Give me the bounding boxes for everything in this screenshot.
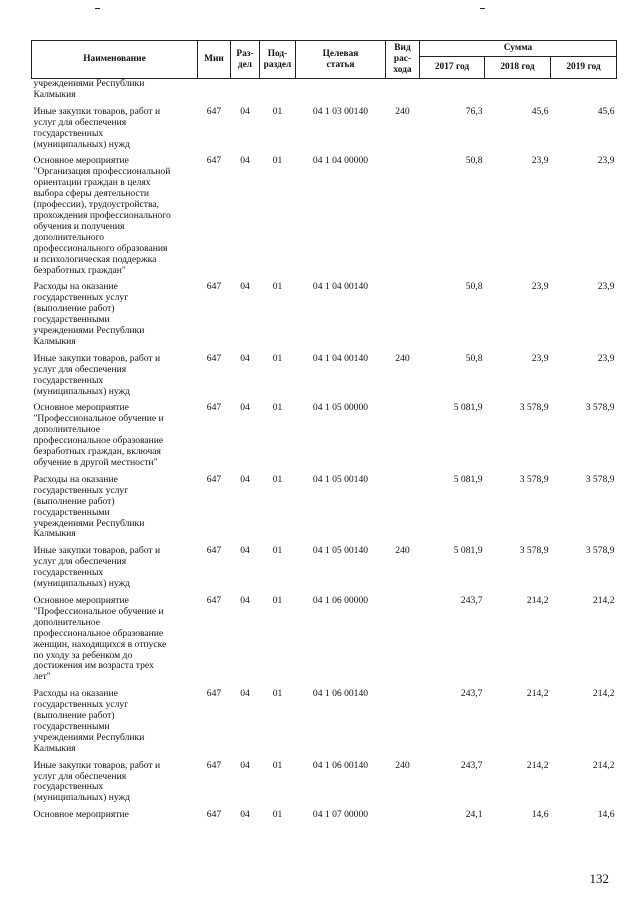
- cell-vid: [386, 282, 420, 347]
- cell-sum-2017: 243,7: [460, 759, 483, 771]
- cell-razdel: 04: [240, 809, 250, 821]
- cell-vid: [386, 810, 420, 821]
- table-body: [32, 79, 617, 822]
- cell-vid: [386, 79, 420, 101]
- cell-target: 04 1 05 00140: [312, 473, 369, 485]
- cell-sum-2017: 5 081,9: [453, 473, 483, 485]
- cell-name: Основное мероприятие "Профессиональное обучение и дополнительное профессиональное образование безработных граждан, включая обучение в другой местности": [33, 402, 164, 468]
- cell-sum-2017: 243,7: [460, 594, 483, 606]
- cell-podrazdel: 01: [272, 473, 283, 485]
- cell-name: Основное мероприятие "Профессиональное обучение и дополнительное профессиональное образование женщин, находящихся в отпуске по уходу за ребенком до достижения им возраста трех лет": [33, 594, 167, 683]
- header-name: Наименование: [32, 41, 198, 79]
- cell-target: 04 1 05 00140: [312, 545, 369, 557]
- cell-name: учреждениями Республики Калмыкия: [33, 78, 145, 100]
- cell-sum-2018: 214,2: [526, 759, 549, 771]
- cell-podrazdel: [260, 79, 296, 101]
- cell-podrazdel: 01: [272, 594, 283, 606]
- cell-sum-2018: 214,2: [526, 594, 549, 606]
- cell-razdel: 04: [240, 473, 250, 485]
- cell-sum-2018: 23,9: [531, 352, 549, 364]
- cell-vid: 240: [395, 352, 410, 364]
- header-sum: Сумма: [420, 41, 617, 57]
- cell-podrazdel: 01: [272, 545, 283, 557]
- cell-razdel: 04: [240, 545, 250, 557]
- cell-vid: [386, 403, 420, 468]
- cell-razdel: 04: [240, 688, 250, 700]
- cell-sum-2017: 50,8: [465, 352, 483, 364]
- cell-sum-2017: 243,7: [460, 688, 483, 700]
- cell-sum-2017: 50,8: [465, 155, 483, 167]
- cell-name: Иные закупки товаров, работ и услуг для обеспечения государственных (муниципальных) нужд: [33, 759, 161, 804]
- cell-min: 647: [206, 473, 222, 485]
- table-row: [32, 546, 617, 590]
- cell-target: 04 1 04 00000: [312, 155, 369, 167]
- cell-vid: 240: [395, 105, 410, 117]
- table-row: [32, 689, 617, 754]
- cell-name: Основное мероприятие "Организация профессиональной ориентации граждан в целях выбора сферы деятельности (профессии), трудоустройства, прохождения профессионального обучения и получения дополнительного профессионального образования и психологическая поддержка безработных граждан": [33, 155, 171, 276]
- cell-vid: 240: [395, 545, 410, 557]
- cell-podrazdel: 01: [272, 155, 283, 167]
- cell-min: 647: [206, 105, 222, 117]
- cell-vid: [386, 596, 420, 683]
- table-row: [32, 156, 617, 276]
- cell-min: 647: [206, 281, 222, 293]
- cell-vid: [386, 475, 420, 540]
- scan-mark-left: [95, 8, 100, 9]
- cell-razdel: [231, 79, 260, 101]
- cell-min: 647: [206, 545, 222, 557]
- table-row: [32, 282, 617, 347]
- cell-vid: [386, 156, 420, 276]
- cell-podrazdel: 01: [272, 759, 283, 771]
- cell-sum-2019: 3 578,9: [585, 545, 615, 557]
- table-row: [32, 354, 617, 398]
- cell-sum-2018: 3 578,9: [519, 545, 549, 557]
- cell-podrazdel: 01: [272, 281, 283, 293]
- cell-razdel: 04: [240, 594, 250, 606]
- cell-name: Иные закупки товаров, работ и услуг для обеспечения государственных (муниципальных) нужд: [33, 352, 161, 397]
- cell-sum-2018: 45,6: [531, 105, 549, 117]
- header-year-2018: 2018 год: [485, 57, 551, 79]
- cell-vid: [386, 689, 420, 754]
- header-year-2019: 2019 год: [551, 57, 617, 79]
- cell-target: 04 1 04 00140: [312, 352, 369, 364]
- cell-target: 04 1 04 00140: [312, 281, 369, 293]
- cell-razdel: 04: [240, 352, 250, 364]
- cell-target: 04 1 05 00000: [312, 402, 369, 414]
- cell-razdel: 04: [240, 402, 250, 414]
- cell-razdel: 04: [240, 281, 250, 293]
- header-podrazdel: Под- раздел: [260, 41, 296, 79]
- cell-sum-2019: [551, 79, 617, 101]
- cell-target: 04 1 06 00140: [312, 688, 369, 700]
- cell-min: 647: [206, 809, 222, 821]
- cell-sum-2017: 76,3: [465, 105, 483, 117]
- cell-sum-2019: 23,9: [597, 352, 615, 364]
- cell-podrazdel: 01: [272, 688, 283, 700]
- cell-sum-2019: 3 578,9: [585, 402, 615, 414]
- cell-podrazdel: 01: [272, 352, 283, 364]
- cell-sum-2019: 3 578,9: [585, 473, 615, 485]
- cell-sum-2018: 14,6: [531, 809, 549, 821]
- cell-sum-2019: 214,2: [592, 759, 615, 771]
- table-row: [32, 596, 617, 683]
- cell-sum-2019: 14,6: [597, 809, 615, 821]
- table-row: [32, 475, 617, 540]
- cell-name: Иные закупки товаров, работ и услуг для обеспечения государственных (муниципальных) нужд: [33, 105, 161, 150]
- cell-target: 04 1 03 00140: [312, 105, 369, 117]
- header-min: Мин: [198, 41, 231, 79]
- cell-min: 647: [206, 594, 222, 606]
- cell-target: 04 1 06 00000: [312, 594, 369, 606]
- cell-min: 647: [206, 155, 222, 167]
- table-row: [32, 761, 617, 805]
- cell-sum-2018: 23,9: [531, 155, 549, 167]
- cell-name: Расходы на оказание государственных услуг (выполнение работ) государственными учреждениями Республики Калмыкия: [33, 688, 145, 754]
- header-target: Целевая статья: [296, 41, 386, 79]
- cell-sum-2017: 24,1: [465, 809, 483, 821]
- cell-sum-2018: 3 578,9: [519, 473, 549, 485]
- cell-target: 04 1 06 00140: [312, 759, 369, 771]
- cell-podrazdel: 01: [272, 809, 283, 821]
- cell-sum-2018: [485, 79, 551, 101]
- table-row: [32, 810, 617, 821]
- table-row: [32, 79, 617, 101]
- cell-razdel: 04: [240, 759, 250, 771]
- cell-min: 647: [206, 402, 222, 414]
- table-row: [32, 403, 617, 468]
- header-year-2017: 2017 год: [420, 57, 485, 79]
- table-row: [32, 107, 617, 151]
- page-number: 132: [589, 871, 609, 886]
- cell-target: [296, 79, 386, 101]
- cell-name: Иные закупки товаров, работ и услуг для обеспечения государственных (муниципальных) нужд: [33, 545, 161, 590]
- cell-target: 04 1 07 00000: [312, 809, 369, 821]
- cell-sum-2019: 23,9: [597, 155, 615, 167]
- cell-razdel: 04: [240, 105, 250, 117]
- cell-sum-2017: 50,8: [465, 281, 483, 293]
- cell-name: Расходы на оказание государственных услуг (выполнение работ) государственными учреждениями Республики Калмыкия: [33, 473, 145, 540]
- cell-vid: 240: [395, 759, 410, 771]
- header-razdel: Раз- дел: [231, 41, 260, 79]
- cell-min: 647: [206, 688, 222, 700]
- cell-name: Основное мероприятие: [33, 809, 129, 821]
- cell-sum-2019: 214,2: [592, 594, 615, 606]
- cell-sum-2019: 45,6: [597, 105, 615, 117]
- cell-sum-2018: 214,2: [526, 688, 549, 700]
- cell-sum-2018: 23,9: [531, 281, 549, 293]
- cell-min: [198, 79, 231, 101]
- cell-sum-2017: 5 081,9: [453, 545, 483, 557]
- cell-sum-2017: [420, 79, 485, 101]
- cell-sum-2018: 3 578,9: [519, 402, 549, 414]
- cell-razdel: 04: [240, 155, 250, 167]
- cell-sum-2019: 23,9: [597, 281, 615, 293]
- cell-name: Расходы на оказание государственных услуг (выполнение работ) государственными учреждениями Республики Калмыкия: [33, 281, 145, 347]
- cell-podrazdel: 01: [272, 402, 283, 414]
- budget-table: [31, 40, 617, 821]
- scan-mark-right: [480, 8, 485, 9]
- cell-podrazdel: 01: [272, 105, 283, 117]
- cell-min: 647: [206, 352, 222, 364]
- cell-sum-2017: 5 081,9: [453, 402, 483, 414]
- cell-sum-2019: 214,2: [592, 688, 615, 700]
- cell-min: 647: [206, 759, 222, 771]
- header-vid: Вид рас- хода: [386, 41, 420, 79]
